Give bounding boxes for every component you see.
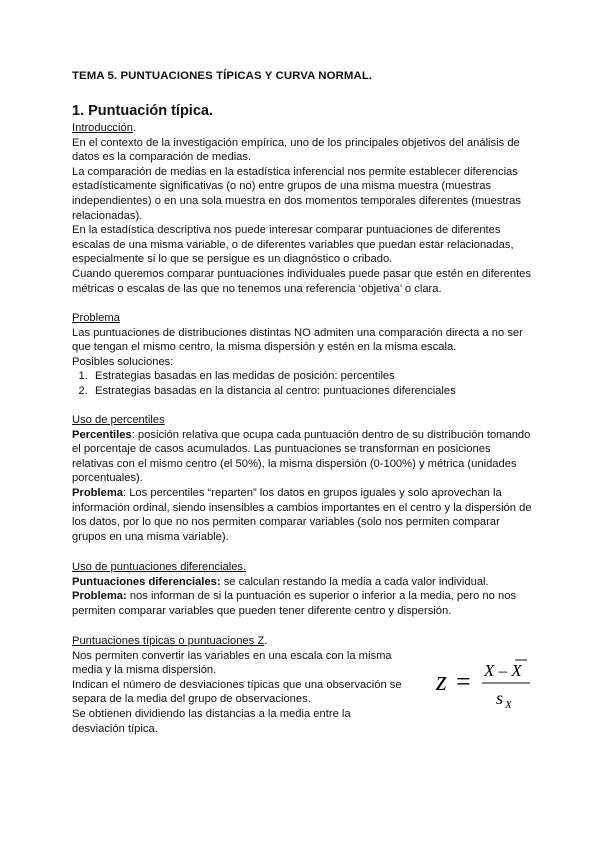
tipicas-label: Puntuaciones típicas o puntuaciones Z — [72, 635, 265, 647]
diferenciales-problema-paragraph: Problema: nos informan de si la puntuación es superior o inferior a la media, pero no nos permiten comparar variables que pueden tener diferente centro y dispersión. — [72, 590, 517, 617]
formula-denominator: s — [496, 688, 504, 708]
problema-label: Problema — [72, 312, 120, 324]
problema-section — [72, 311, 532, 399]
soluciones-list — [72, 369, 532, 398]
percentiles-paragraph: Percentiles: posición relativa que ocupa cada puntuación dentro de su distribución tomando el porcentaje de casos acumulados. Las puntuaciones se transforman en posiciones relativas con el mismo centro (el 50%), la misma dispersión (0-100%) y métrica (unidades porcentuales). — [72, 428, 531, 485]
intro-paragraph-3: En la estadística descriptiva nos puede interesar comparar puntuaciones de diferentes escalas de una misma variable, o de diferentes variables que puedan estar relacionadas, especialmente si lo que se persigue es un diagnóstico o cribado. — [72, 224, 514, 266]
formula-denominator-subscript: X — [505, 699, 512, 711]
document-title: TEMA 5. PUNTUACIONES TÍPICAS Y CURVA NORMAL. — [72, 70, 373, 82]
formula-equals: = — [456, 667, 471, 696]
percentiles-problema-paragraph: Problema: Los percentiles “reparten” los datos en grupos iguales y solo aprovechan la información ordinal, siendo insensibles a cambios importantes en el centro y la dispersión de los datos, por lo que no nos permiten comparar variables (solo nos permiten comparar grupos en una misma variable). — [72, 486, 532, 543]
tipicas-paragraph-2: Indican el número de desviaciones típicas que una observación se separa de la media del grupo de observaciones. — [72, 678, 402, 706]
diferenciales-label: Uso de puntuaciones diferenciales. — [72, 561, 247, 573]
diferenciales-paragraph: Puntuaciones diferenciales: se calculan restando la media a cada valor individual. — [72, 575, 489, 588]
section-heading: 1. Puntuación típica. — [72, 103, 213, 119]
tipicas-section — [72, 634, 402, 736]
percentiles-label: Uso de percentiles — [72, 414, 165, 426]
intro-label: Introducción — [72, 122, 133, 134]
intro-label-line: Introducción. — [72, 122, 137, 134]
formula-lhs: z — [436, 666, 447, 697]
intro-paragraph-4: Cuando queremos comparar puntuaciones individuales puede pasar que estén en diferentes métricas o escalas de las que no tenemos una referencia ‘objetiva’ o clara. — [72, 267, 531, 295]
formula-numerator: X – X — [484, 661, 522, 680]
intro-paragraph-1: En el contexto de la investigación empírica, uno de los principales objetivos del análisis de datos es la comparación de medias. — [72, 136, 520, 164]
z-score-formula — [432, 654, 542, 714]
diferenciales-section — [72, 560, 532, 618]
percentiles-section — [72, 413, 532, 544]
tipicas-paragraph-1: Nos permiten convertir las variables en una escala con la misma media y la misma dispersión. — [72, 649, 392, 677]
intro-paragraph-2: La comparación de medias en la estadística inferencial nos permite establecer diferencias estadísticamente significativas (o no) entre grupos de una misma muestra (muestras independientes) o en una sola muestra en dos momentos temporales diferentes (muestras relacionadas). — [72, 165, 521, 222]
tipicas-label-line: Puntuaciones típicas o puntuaciones Z. — [72, 635, 268, 647]
list-item: 1. Estrategias basadas en las medidas de posición: percentiles — [91, 369, 532, 384]
tipicas-paragraph-3: Se obtienen dividiendo las distancias a la media entre la desviación típica. — [72, 707, 351, 735]
problema-paragraph-1: Las puntuaciones de distribuciones distintas NO admiten una comparación directa a no ser que tengan el mismo centro, la misma dispersión y estén en la misma escala. — [72, 326, 523, 354]
list-item: 2. Estrategias basadas en la distancia al centro: puntuaciones diferenciales — [91, 384, 532, 399]
problema-paragraph-2: Posibles soluciones: — [72, 355, 174, 368]
intro-section — [72, 121, 532, 296]
